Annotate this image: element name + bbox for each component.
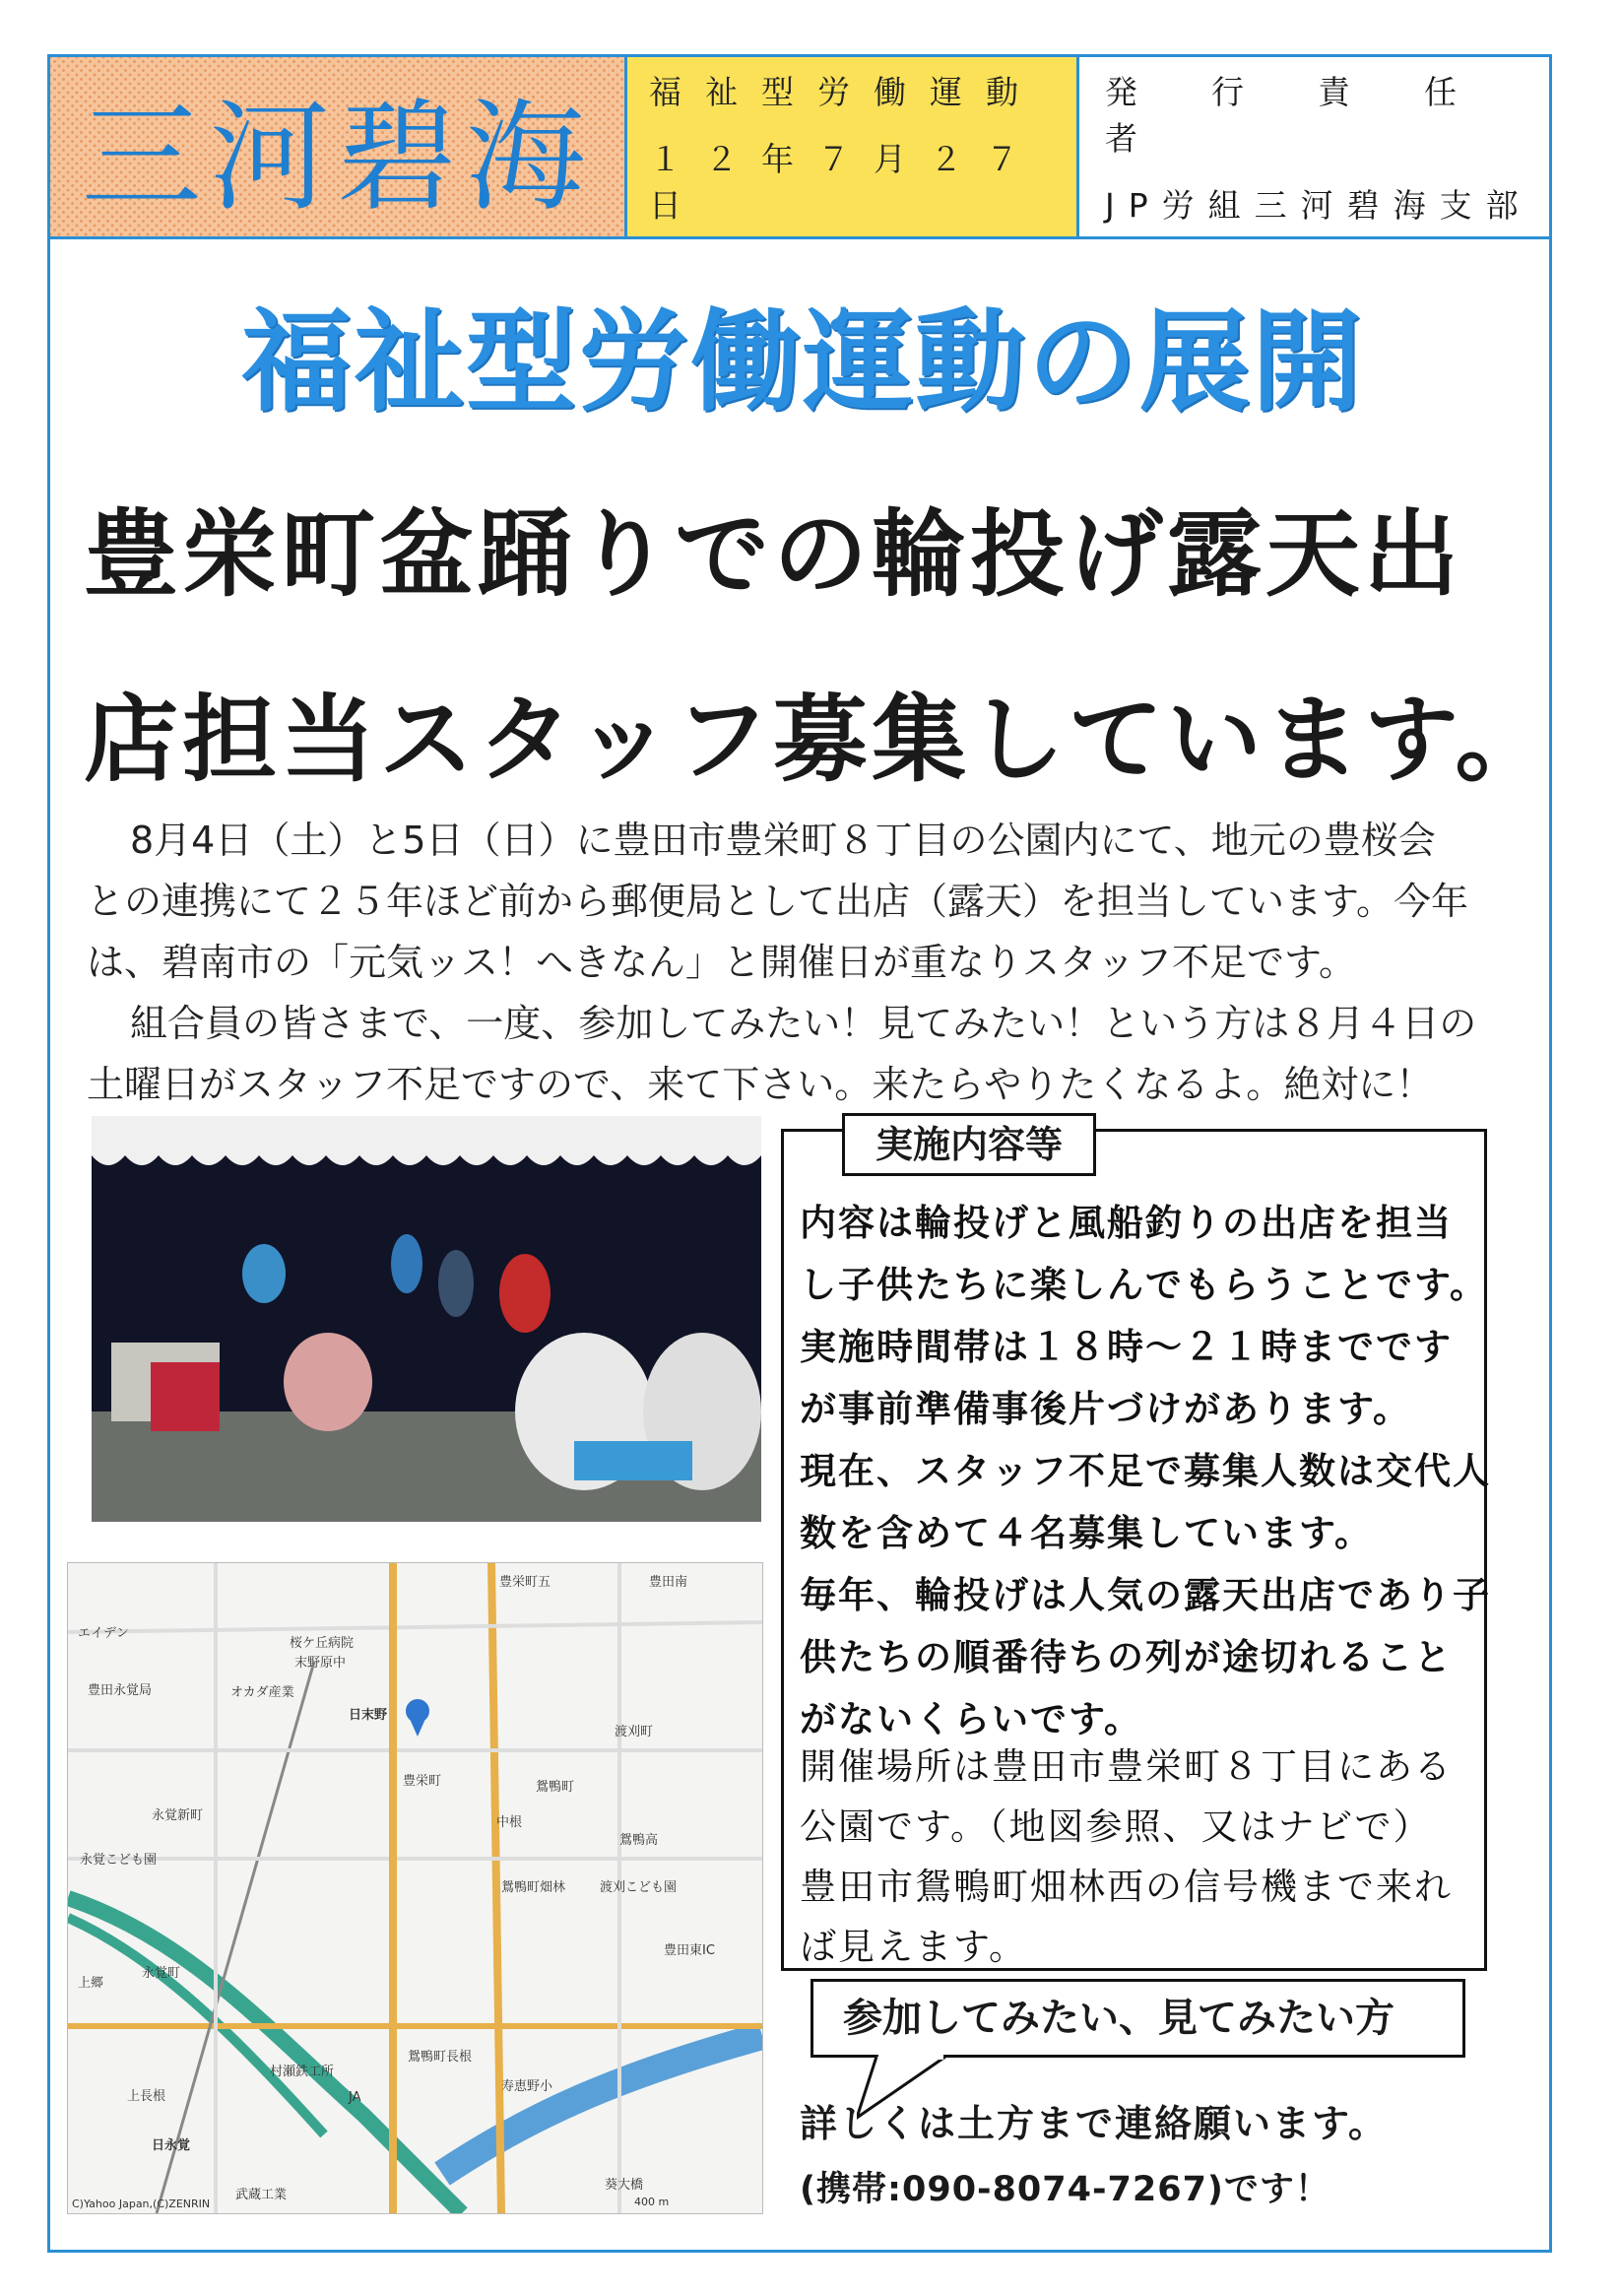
map-label: 豊栄町 xyxy=(403,1774,442,1789)
map-label: 豊田東IC xyxy=(664,1943,715,1958)
map-label: 寿恵野小 xyxy=(501,2079,553,2094)
map-label: エイデン xyxy=(78,1626,129,1641)
issue-date: １２年７月２７日 xyxy=(649,139,1042,225)
map-label: 渡刈町 xyxy=(615,1725,654,1739)
info-line: 内容は輪投げと風船釣りの出店を担当 xyxy=(800,1202,1453,1244)
publisher-name: JP労組三河碧海支部 xyxy=(1105,185,1532,225)
map-label: 村瀬鉄工所 xyxy=(270,2065,335,2079)
info-line: が事前準備事後片づけがあります。 xyxy=(800,1388,1412,1430)
callout-box: 参加してみたい、見てみたい方 xyxy=(810,1979,1465,2058)
masthead xyxy=(50,57,627,236)
info-line: ば見えます。 xyxy=(800,1926,1028,1968)
info-details xyxy=(800,1192,1491,1750)
map-label: 鴛鴨町長根 xyxy=(408,2050,473,2065)
masthead-title: 三河碧海 xyxy=(81,87,594,228)
map-label: 永覚こども園 xyxy=(80,1853,158,1868)
contact-line: 詳しくは土方まで連絡願います。 xyxy=(800,2102,1388,2145)
subtitle-line-1: 豊栄町盆踊りでの輪投げ露天出 xyxy=(84,499,1462,610)
map-label: 武蔵工業 xyxy=(235,2188,288,2202)
subtitle-line-2: 店担当スタッフ募集しています。 xyxy=(84,685,1554,795)
map-credit: C)Yahoo Japan,(C)ZENRIN xyxy=(72,2198,211,2210)
body-line: との連携にて２５年ほど前から郵便局として出店（露天）を担当しています。今年 xyxy=(87,880,1468,923)
info-line: 豊田市鴛鴨町畑林西の信号機まで来れ xyxy=(800,1866,1453,1908)
map-label: 末野原中 xyxy=(294,1656,347,1671)
map-label: 鴛鴨町畑林 xyxy=(501,1880,566,1895)
issue-info xyxy=(627,57,1079,236)
info-line: 開催場所は豊田市豊栄町８丁目にある xyxy=(800,1745,1453,1788)
phone-number: (携帯:090-8074-7267)です！ xyxy=(800,2170,1330,2209)
map-label: 豊栄町五 xyxy=(499,1575,551,1590)
header xyxy=(47,54,1552,239)
body-text xyxy=(87,810,1524,1115)
map-label: 永覚新町 xyxy=(152,1808,204,1823)
booth-photo xyxy=(92,1116,761,1522)
map-scale: 400 m xyxy=(634,2196,670,2208)
map-label: オカダ産業 xyxy=(230,1685,294,1700)
info-line: 数を含めて４名募集しています。 xyxy=(800,1512,1374,1554)
info-line: がないくらいです。 xyxy=(800,1698,1143,1740)
map-label: JA xyxy=(349,2090,361,2105)
body-line: 8月4日（土）と5日（日）に豊田市豊栄町８丁目の公園内にて、地元の豊桜会 xyxy=(130,819,1436,862)
publisher-info xyxy=(1079,57,1549,236)
map-label: 永覚町 xyxy=(142,1966,181,1981)
map-label: 豊田永覚局 xyxy=(88,1683,153,1698)
info-location xyxy=(800,1737,1479,1977)
booth-photo-illustration xyxy=(92,1116,761,1522)
body-line: は、碧南市の「元気ッス！へきなん」と開催日が重なりスタッフ不足です。 xyxy=(87,941,1356,984)
map-label: 桜ケ丘病院 xyxy=(290,1636,355,1651)
body-line: 組合員の皆さまで、一度、参加してみたい！見てみたい！という方は８月４日の xyxy=(130,1002,1477,1045)
map-label: 渡刈こども園 xyxy=(600,1880,678,1895)
map-label: 日末野 xyxy=(349,1708,388,1723)
publisher-label: 発行責任者 xyxy=(1105,73,1530,159)
map-label: 上郷 xyxy=(78,1976,104,1991)
info-line: 現在、スタッフ不足で募集人数は交代人 xyxy=(800,1450,1491,1492)
info-line: し子供たちに楽しんでもらうことです。 xyxy=(800,1264,1489,1306)
info-line: 公園です。（地図参照、又はナビで） xyxy=(800,1805,1432,1848)
info-box-tag: 実施内容等 xyxy=(842,1113,1096,1176)
map-label: 鴛鴨高 xyxy=(619,1833,659,1848)
body-line: 土曜日がスタッフ不足ですので、来て下さい。来たらやりたくなるよ。絶対に！ xyxy=(87,1063,1434,1106)
info-line: 供たちの順番待ちの列が途切れること xyxy=(800,1636,1453,1678)
map-label: 葵大橋 xyxy=(605,2178,644,2193)
location-map xyxy=(67,1562,763,2214)
main-title: 福祉型労働運動の展開 xyxy=(241,298,1364,426)
map-label: 日永覚 xyxy=(152,2138,191,2153)
info-line: 毎年、輪投げは人気の露天出店であり子 xyxy=(800,1574,1491,1616)
movement-name: 福祉型労働運動 xyxy=(649,73,1042,112)
info-line: 実施時間帯は１８時～２１時までです xyxy=(800,1326,1453,1368)
map-label: 鴛鴨町 xyxy=(536,1780,575,1795)
map-label: 上長根 xyxy=(127,2089,166,2104)
map-label: 豊田南 xyxy=(649,1575,688,1590)
map-label: 中根 xyxy=(496,1815,523,1830)
